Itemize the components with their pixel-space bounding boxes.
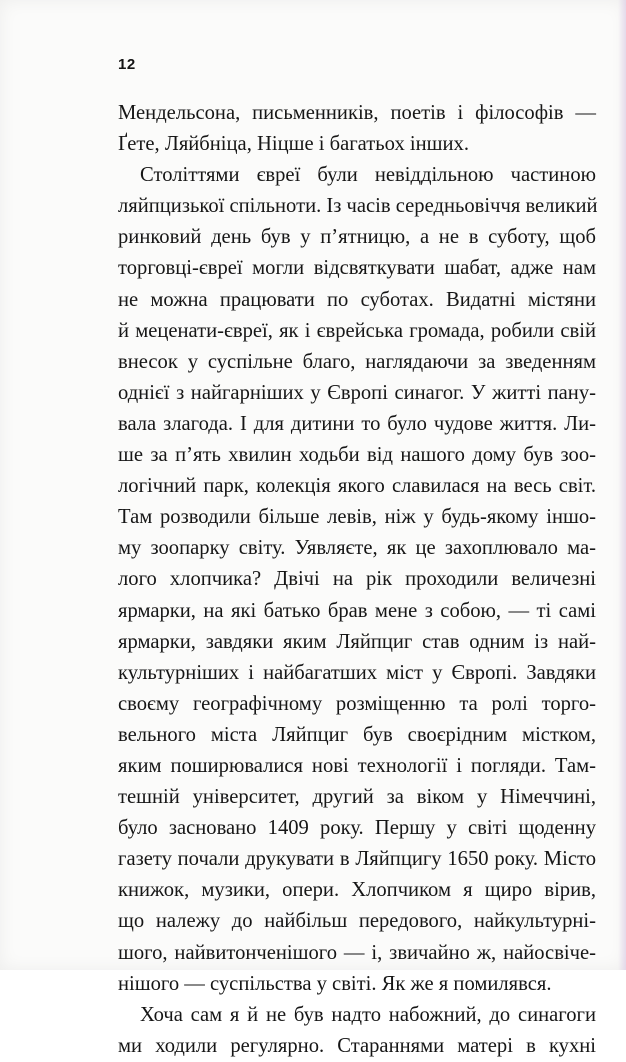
text-line: нішого — суспільства у світі. Як же я помилявся. — [118, 972, 552, 995]
text-line: й меценати-євреї, як і єврейська громада, робили свій — [118, 319, 596, 342]
text-line: лого хлопчика? Двічі на рік проходили величезні — [118, 568, 596, 591]
text-line: торговці-євреї могли відсвяткувати шабат, адже нам — [118, 257, 596, 280]
text-line: ринковий день був у п’ятницю, а не в суботу, щоб — [118, 226, 596, 249]
text-line: вельного міста Ляйпциг був своєрідним містком, — [118, 723, 596, 746]
text-line: ше за п’ять хвилин ходьби від нашого дому був зоо- — [118, 444, 596, 467]
text-line: логічний парк, колекція якого славилася на весь світ. — [118, 475, 596, 498]
text-line: шого, найвитонченішого — і, звичайно ж, найосвіче- — [118, 941, 596, 964]
text-line: вала злагода. І для дитини то було чудове життя. Ли- — [118, 412, 596, 435]
text-line: Століттями євреї були невіддільною частиною — [140, 164, 596, 187]
text-line: що належу до найбільш передового, найкультурні- — [118, 910, 596, 933]
text-line: Там розводили більше левів, ніж у будь-якому іншо- — [118, 506, 596, 529]
text-line: не можна працювати по суботах. Видатні містяни — [118, 288, 596, 311]
text-line: Мендельсона, письменників, поетів і філософів — — [118, 102, 596, 124]
text-line: культурніших і найбагатших міст у Європі. Завдяки — [118, 661, 596, 684]
text-line: му зоопарку світу. Уявляєте, як це захоплювало ма- — [118, 537, 596, 560]
text-line: ярмарки, завдяки яким Ляйпциг став одним із най- — [118, 630, 596, 653]
text-line: було засновано 1409 року. Першу у світі щоденну — [118, 817, 596, 840]
text-line: газету почали друкувати в Ляйпцигу 1650 року. Місто — [118, 848, 596, 871]
text-line: Ґете, Ляйбніца, Ніцше і багатьох інших. — [118, 133, 469, 156]
text-line: своєму географічному розміщенню та ролі торго- — [118, 692, 596, 715]
text-line: ми ходили регулярно. Стараннями матері в кухні — [118, 1034, 596, 1057]
text-line: ляйпцизької спільноти. Із часів середньовіччя великий — [118, 195, 598, 218]
text-line: яким поширювалися нові технології і погляди. Там- — [118, 754, 596, 777]
body-text — [118, 98, 596, 1062]
page-edge-shadow — [618, 0, 626, 970]
text-line: тешній університет, другий за віком у Німеччині, — [118, 786, 596, 809]
text-line: книжок, музики, опери. Хлопчиком я щиро вірив, — [118, 879, 596, 902]
text-line: ярмарки, на які батько брав мене з собою, — ті самі — [118, 599, 596, 622]
text-line: внесок у суспільне благо, наглядаючи за зведенням — [118, 350, 596, 373]
text-line: Хоча сам я й не був надто набожний, до синагоги — [140, 1003, 596, 1026]
text-line: однієї з найгарніших у Європі синагог. У житті пану- — [118, 381, 596, 404]
page-number: 12 — [118, 56, 136, 73]
